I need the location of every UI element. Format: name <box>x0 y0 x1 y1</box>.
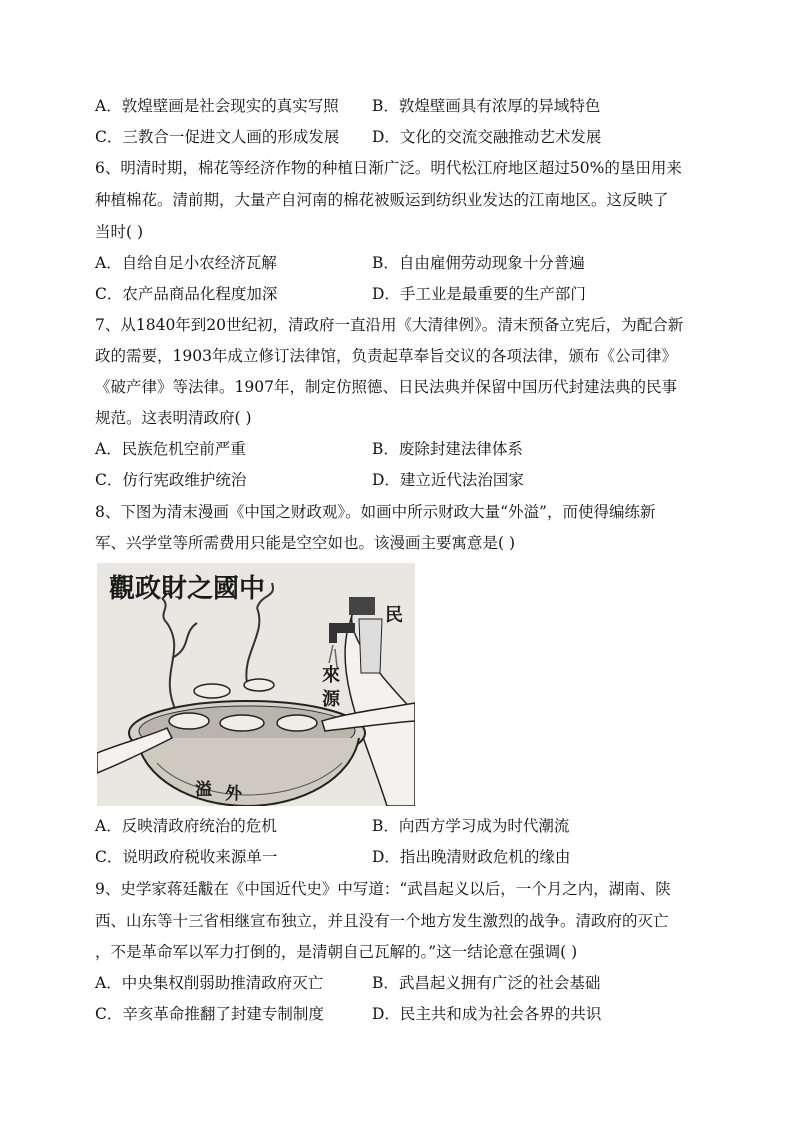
q8-stem-line-2: 军、兴学堂等所需费用只能是空空如也。该漫画主要寓意是( ) <box>95 534 516 552</box>
q6-option-d: D．手工业是最重要的生产部门 <box>372 285 586 303</box>
q9-option-d: D．民主共和成为社会各界的共识 <box>372 1005 602 1023</box>
q9-option-c: C．辛亥革命推翻了封建专制制度 <box>95 1005 324 1023</box>
q7-option-b: B．废除封建法律体系 <box>372 440 523 458</box>
q6-option-c: C．农产品商品化程度加深 <box>95 285 278 303</box>
caricature-image <box>97 563 415 806</box>
cartoon-yi-label: 溢 <box>195 780 212 800</box>
q6-option-a: A．自给自足小农经济瓦解 <box>95 254 277 272</box>
q7-stem-line-3: 《破产律》等法律。1907年，制定仿照德、日民法典并保留中国历代封建法典的民事 <box>95 378 677 396</box>
q9-option-b: B．武昌起义拥有广泛的社会基础 <box>372 974 601 992</box>
q8-option-d: D．指出晚清财政危机的缘由 <box>372 848 571 866</box>
q8-option-b: B．向西方学习成为时代潮流 <box>372 817 570 835</box>
q6-stem-line-2: 种植棉花。清前期，大量产自河南的棉花被贩运到纺织业发达的江南地区。这反映了 <box>95 191 669 209</box>
q5-option-d: D．文化的交流交融推动艺术发展 <box>372 128 602 146</box>
q9-option-a: A．中央集权削弱助推清政府灭亡 <box>95 974 324 992</box>
q6-option-b: B．自由雇佣劳动现象十分普遍 <box>372 254 585 272</box>
cartoon-laiyuan-1: 來 <box>322 665 340 686</box>
q8-option-a: A．反映清政府统治的危机 <box>95 817 277 835</box>
q6-stem-line-3: 当时( ) <box>95 223 144 241</box>
q7-stem-line-2: 政的需要，1903年成立修订法律馆，负责起草奉旨交议的各项法律，颁布《公司律》 <box>95 347 677 365</box>
q8-stem-line-1: 8、下图为清末漫画《中国之财政观》。如画中所示财政大量“外溢”，而使得编练新 <box>95 503 656 521</box>
cartoon-min-label: 民 <box>385 605 403 626</box>
q7-option-c: C．仿行宪政维护统治 <box>95 471 247 489</box>
q9-stem-line-3: ，不是革命军以军力打倒的，是清朝自己瓦解的。”这一结论意在强调( ) <box>95 943 578 961</box>
q5-option-a: A．敦煌壁画是社会现实的真实写照 <box>95 97 339 115</box>
q7-stem-line-1: 7、从1840年到20世纪初，清政府一直沿用《大清律例》。清末预备立宪后，为配合新 <box>95 316 684 334</box>
q8-option-c: C．说明政府税收来源单一 <box>95 848 278 866</box>
cartoon-title: 觀政財之國中 <box>109 574 266 604</box>
q7-option-a: A．民族危机空前严重 <box>95 440 246 458</box>
q9-stem-line-2: 西、山东等十三省相继宣布独立，并且没有一个地方发生激烈的战争。清政府的灭亡 <box>95 912 669 930</box>
cartoon-wai-label: 外 <box>225 784 242 804</box>
cartoon-laiyuan-2: 源 <box>322 689 340 710</box>
q5-option-b: B．敦煌壁画具有浓厚的异域特色 <box>372 97 601 115</box>
q9-stem-line-1: 9、史学家蒋廷黻在《中国近代史》中写道：“武昌起义以后，一个月之内，湖南、陕 <box>95 880 671 898</box>
q7-option-d: D．建立近代法治国家 <box>372 471 524 489</box>
q6-stem-line-1: 6、明清时期，棉花等经济作物的种植日渐广泛。明代松江府地区超过50%的垦田用来 <box>95 159 682 177</box>
q7-stem-line-4: 规范。这表明清政府( ) <box>95 409 252 427</box>
q5-option-c: C．三教合一促进文人画的形成发展 <box>95 128 340 146</box>
